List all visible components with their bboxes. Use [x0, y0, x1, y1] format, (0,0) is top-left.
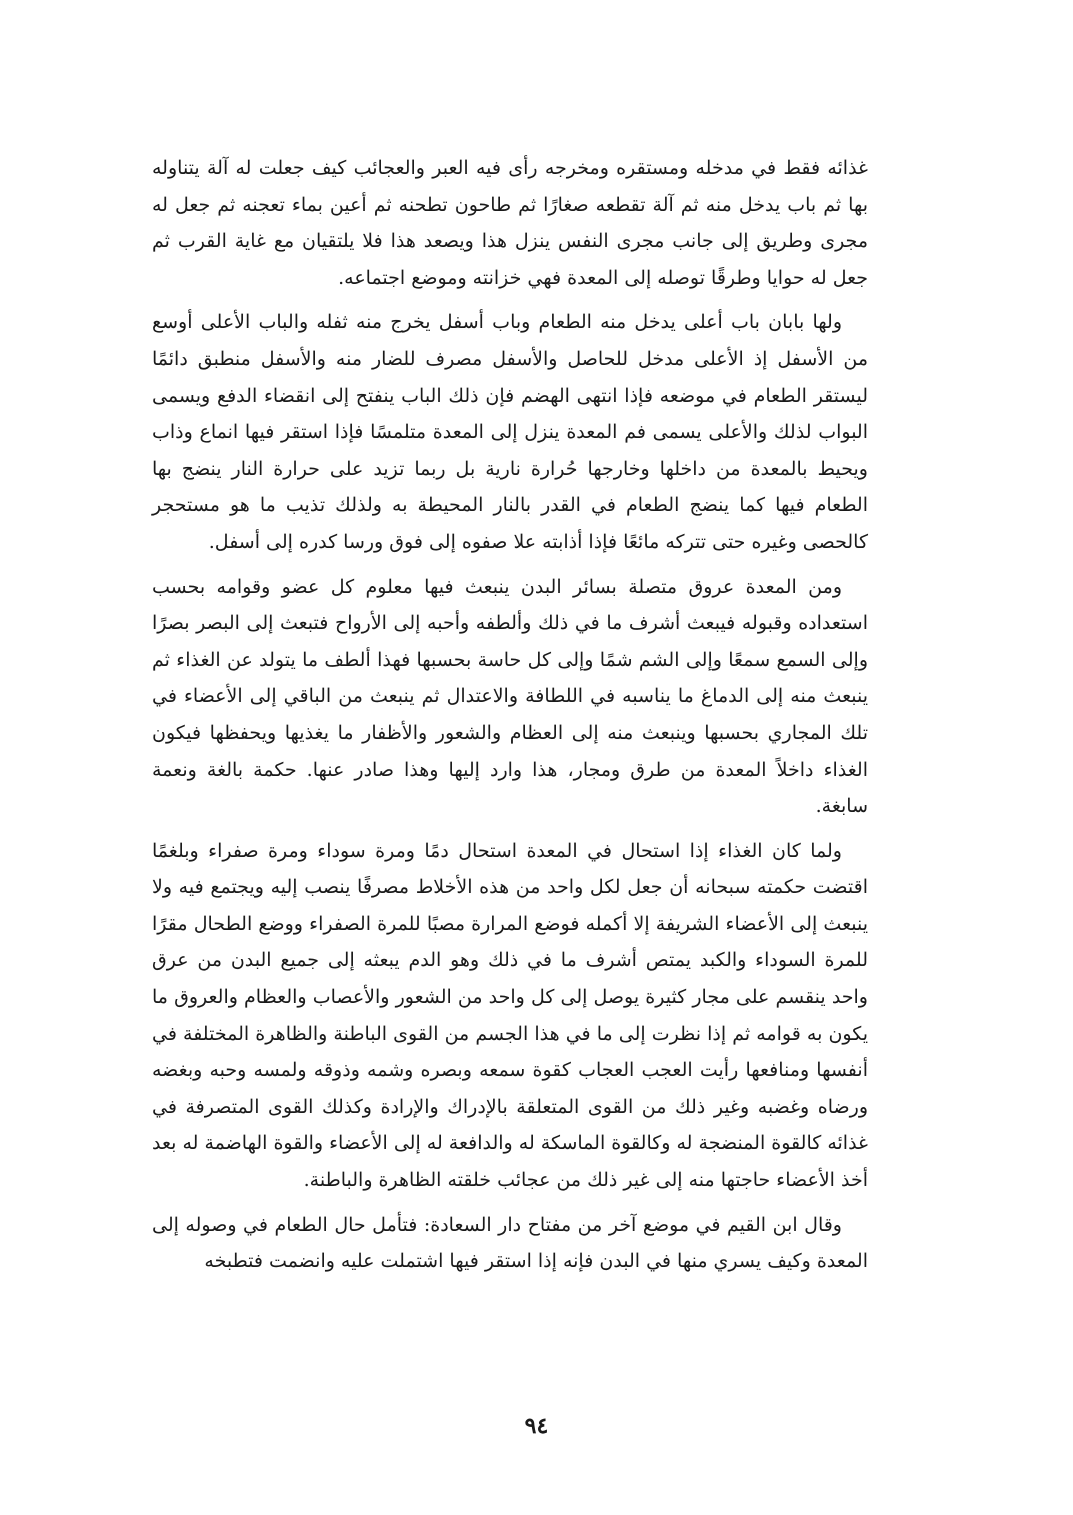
page-number: ٩٤ — [524, 1413, 549, 1439]
paragraph: ولها بابان باب أعلى يدخل منه الطعام وباب أسفل يخرج منه ثفله والباب الأعلى أوسع من الأسفل إذ الأعلى مدخل للحاصل والأسفل مصرف للضار منه والأسفل منطبق دائمًا ليستقر الطعام في موضعه فإذا انتهى الهضم فإن ذلك الباب ينفتح إلى انقضاء الدفع ويسمى البواب لذلك والأعلى يسمى فم المعدة ينزل إلى المعدة متلمسًا فإذا استقر فيها انماع وذاب ويحيط بالمعدة من داخلها وخارجها حُرارة نارية بل ربما تزيد على حرارة النار ينضج بها الطعام فيها كما ينضج الطعام في القدر بالنار المحيطة به ولذلك تذيب ما هو مستحجر كالحصى وغيره حتى تتركه مائعًا فإذا أذابته علا صفوه إلى فوق ورسا كدره إلى أسفل. — [152, 311, 868, 553]
paragraph: ولما كان الغذاء إذا استحال في المعدة استحال دمًا ومرة سوداء ومرة صفراء وبلغمًا اقتضت حكمته سبحانه أن جعل لكل واحد من هذه الأخلاط مصرفًا ينصب إليه ويجتمع فيه ولا ينبعث إلى الأعضاء الشريفة إلا أكمله فوضع المرارة مصبًا للمرة الصفراء ووضع الطحال مقرًا للمرة السوداء والكبد يمتص أشرف ما في ذلك وهو الدم يبعثه إلى جميع البدن من عرق واحد ينقسم على مجار كثيرة يوصل إلى كل واحد من الشعور والأعصاب والعظام والعروق ما يكون به قوامه ثم إذا نظرت إلى ما في هذا الجسم من القوى الباطنة والظاهرة المختلفة في أنفسها ومنافعها رأيت العجب العجاب كقوة سمعه وبصره وشمه وذوقه ولمسه وحبه وبغضه ورضاه وغضبه وغير ذلك من القوى المتعلقة بالإدراك والإرادة وكذلك القوى المتصرفة في غذائه كالقوة المنضجة له وكالقوة الماسكة له والدافعة له إلى الأعضاء والقوة الهاضمة له بعد أخذ الأعضاء حاجتها منه إلى غير ذلك من عجائب خلقته الظاهرة والباطنة. — [152, 839, 868, 1192]
paragraph: وقال ابن القيم في موضع آخر من مفتاح دار السعادة: فتأمل حال الطعام في وصوله إلى المعدة وكيف يسري منها في البدن فإنه إذا استقر فيها اشتملت عليه وانضمت فتطبخه — [152, 1213, 868, 1273]
paragraph: غذائه فقط في مدخله ومستقره ومخرجه رأى فيه العبر والعجائب كيف جعلت له آلة يتناوله بها ثم باب يدخل منه ثم آلة تقطعه صغارًا ثم طاحون تطحنه ثم أعين بماء تعجنه ثم جعل له مجرى وطريق إلى جانب مجرى النفس ينزل هذا ويصعد هذا فلا يلتقيان مع غاية القرب ثم جعل له حوايا وطرقًا توصله إلى المعدة فهي خزانته وموضع اجتماعه. — [152, 157, 868, 289]
body-text — [152, 150, 868, 1288]
paragraph: ومن المعدة عروق متصلة بسائر البدن ينبعث فيها معلوم كل عضو وقوامه بحسب استعداده وقبوله فيبعث أشرف ما في ذلك وألطفه وأحبه إلى الأرواح فتبعث إلى البصر بصرًا وإلى السمع سمعًا وإلى الشم شمًا وإلى كل حاسة بحسبها فهذا ألطف ما يتولد عن الغذاء ثم ينبعث منه إلى الدماغ ما يناسبه في اللطافة والاعتدال ثم ينبعث من الباقي إلى الأعضاء في تلك المجاري بحسبها وينبعث منه إلى العظام والشعور والأظفار ما يغذيها ويحفظها فيكون الغذاء داخلاً المعدة من طرق ومجار، هذا وارد إليها وهذا صادر عنها. حكمة بالغة ونعمة سابغة. — [152, 575, 868, 818]
